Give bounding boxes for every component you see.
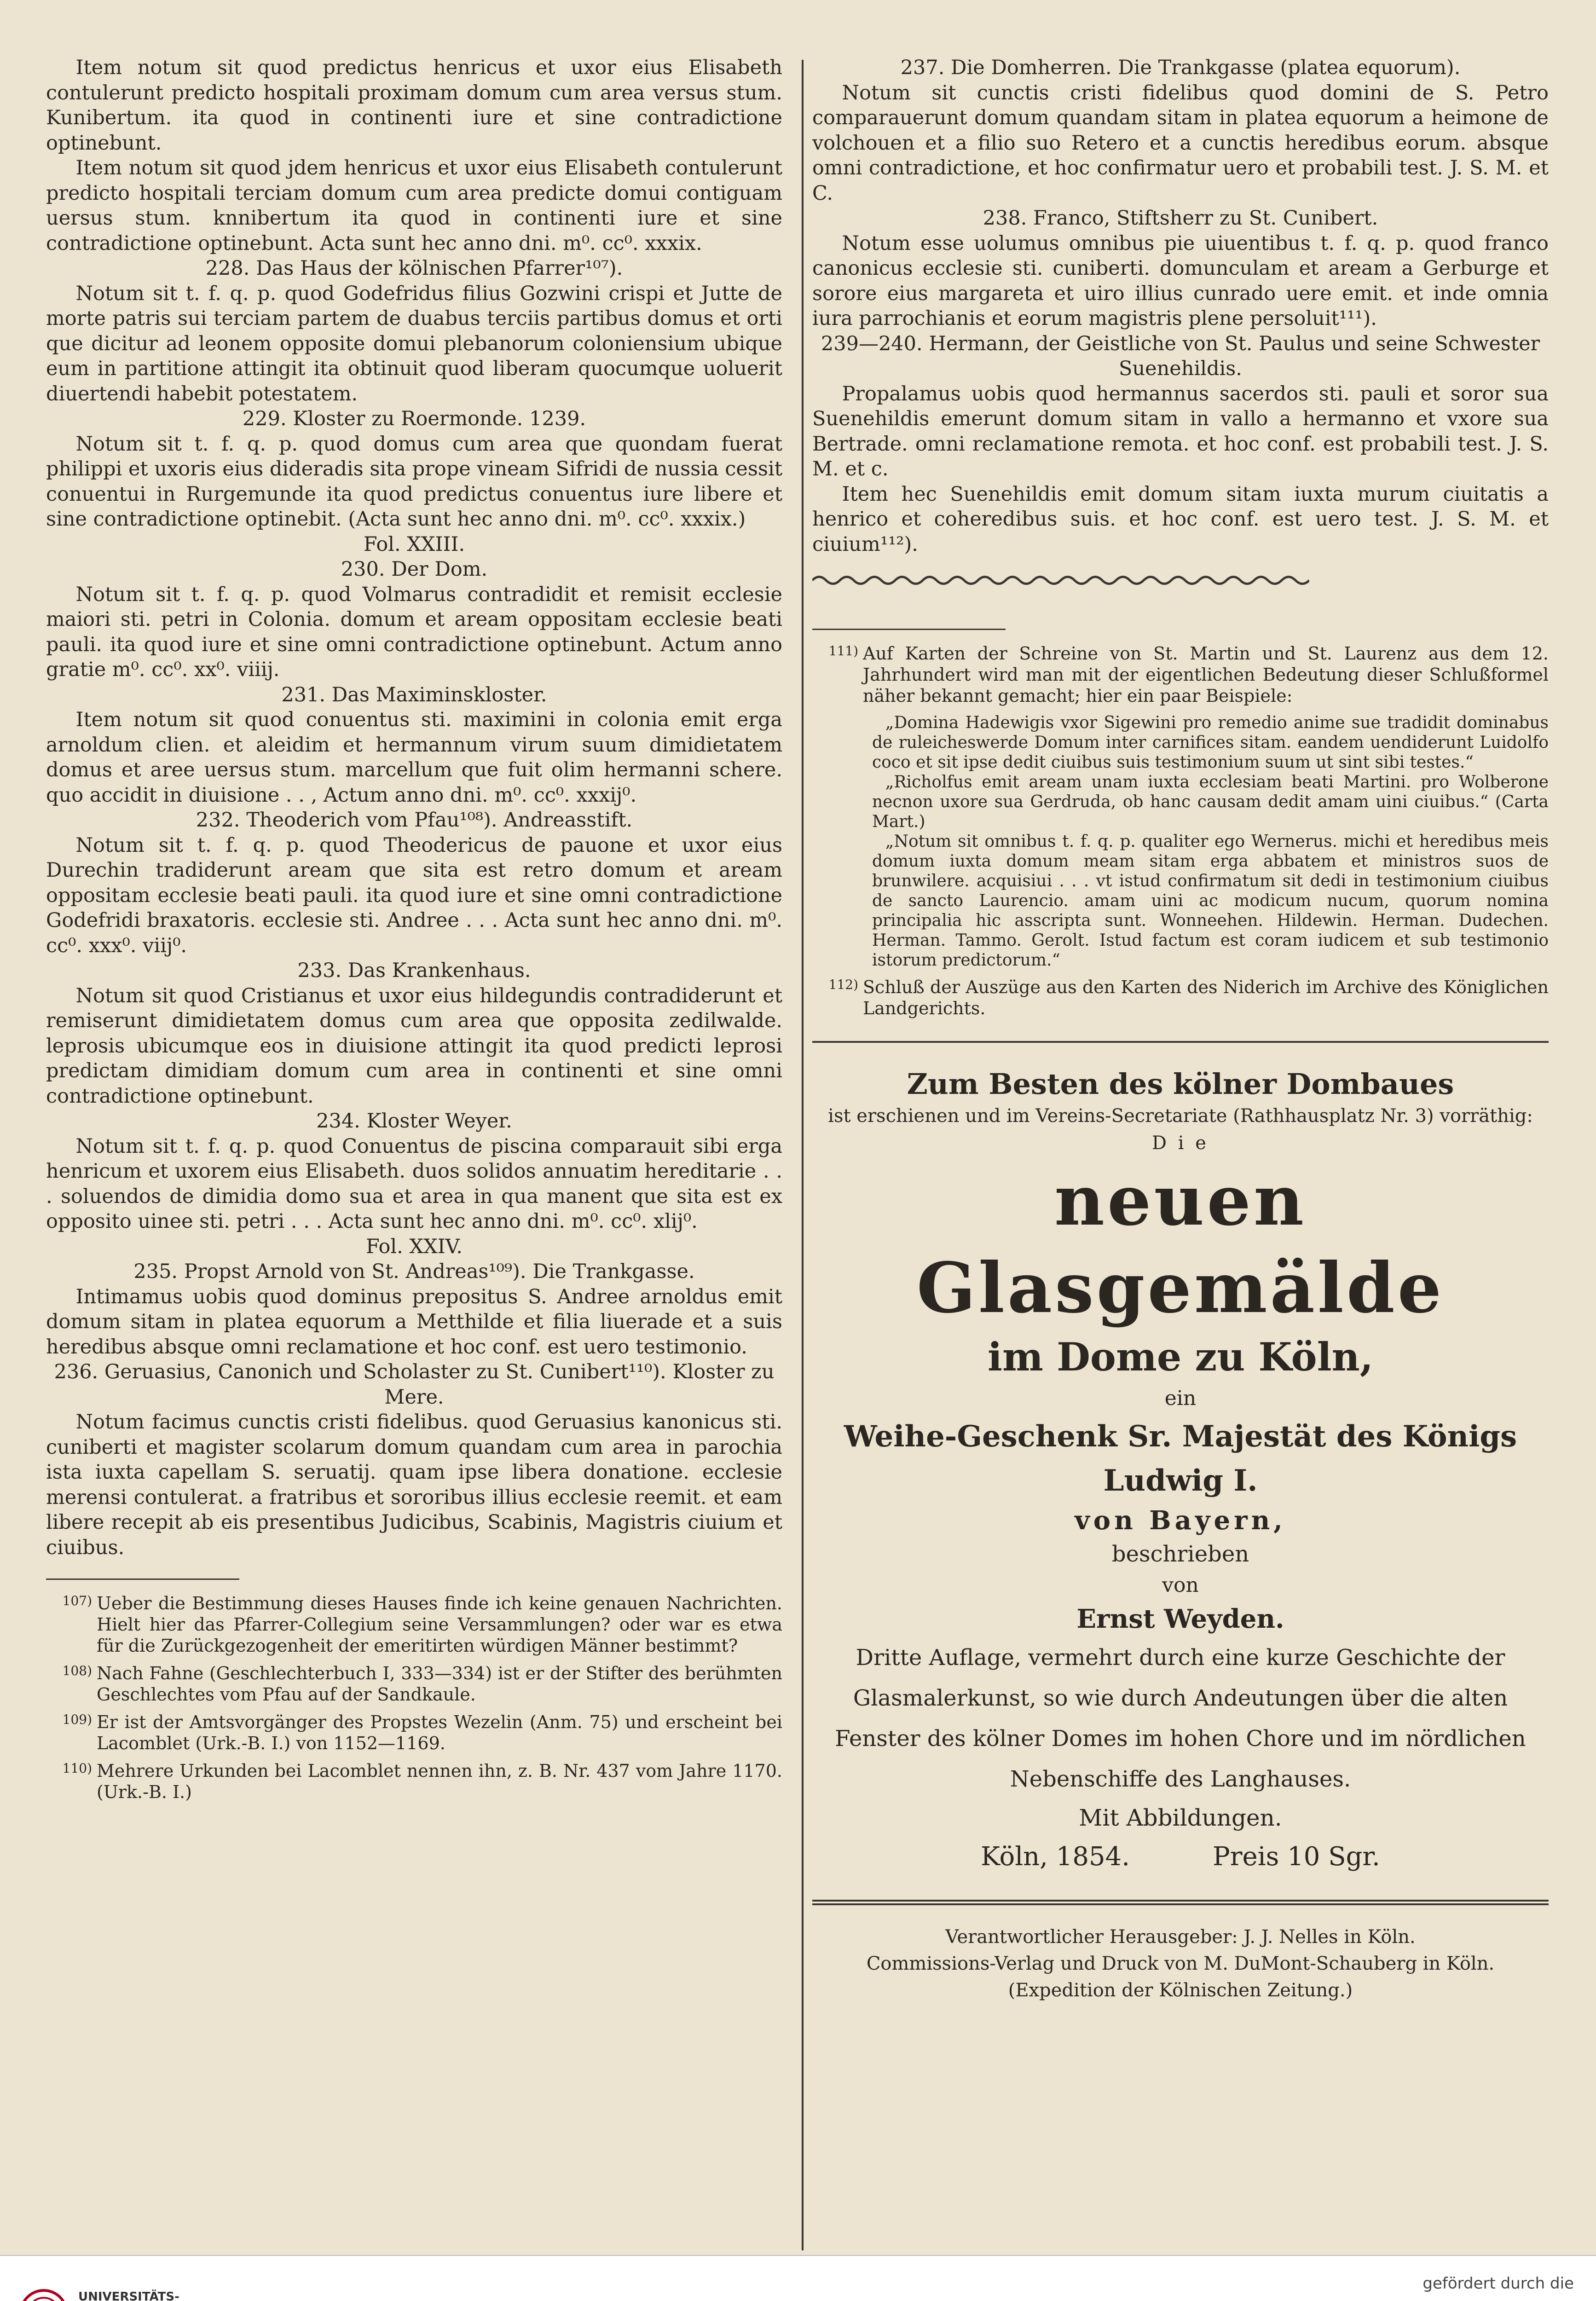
right-column-text [812,55,1549,557]
footnote-number: 109) [62,1712,92,1727]
paragraph: Notum sit quod Cristianus et uxor eius hildegundis contradiderunt et remiserunt dimidietatem domus cum area que opposita zedilwalde. leprosis ubicumque eos in diuisione attingit ita quod predicti leprosi predictam dimidiam domum cum area in continenti et sine omni contradictione optinebunt. [46,984,782,1108]
ad-description: Dritte Auflage, vermehrt durch eine kurze Geschichte der Glasmalerkunst, so wie durch Andeutungen über die alten Fenster des kölner Domes im hohen Chore und im nördlichen Nebenschiffe des Langhauses. [835,1644,1526,1792]
ad-gift-line: Weihe-Geschenk Sr. Majestät des Königs Ludwig I. [844,1419,1517,1498]
footnote-quote-1: „Domina Hadewigis vxor Sigewini pro remedio anime sue tradidit dominabus de ruleicheswerde Domum inter carnifices sitam. eandem uendiderunt Luidolfo coco et sit ipse dedit ciuibus suis testimonium suum ut sint sibi testes.“ [872,713,1549,772]
column-divider [802,60,804,2250]
footnote-number: 111) [828,643,858,659]
footnote-text: Nach Fahne (Geschlechterbuch I, 333—334) ist er der Stifter des berühmten Geschlechtes vom Pfau auf der Sandkaule. [97,1663,782,1705]
section-heading: 229. Kloster zu Roermonde. 1239. [242,407,586,430]
ad-subtitle: im Dome zu Köln, [988,1334,1373,1380]
ad-illustrations: Mit Abbildungen. [1079,1804,1282,1831]
section-heading: Fol. XXIV. [366,1235,463,1258]
paragraph: Notum facimus cunctis cristi fidelibus. quod Geruasius kanonicus sti. cuniberti et magister scolarum domum quandam cum area in parochia ista iuxta capellam S. seruatij. quam ipse libera donatione. ecclesie merensi contulerat. a fratribus et sororibus illius ecclesie reemit. et eam libere recepit ab eis presentibus Judicibus, Scabinis, Magistris ciuium et ciuibus. [46,1411,782,1559]
section-heading: 235. Propst Arnold von St. Andreas¹⁰⁹). Die Trankgasse. [133,1260,695,1283]
footnote-text: Mehrere Urkunden bei Lacomblet nennen ihn, z. B. Nr. 437 vom Jahre 1170. (Urk.-B. I.) [97,1761,782,1802]
ornamental-rule [812,573,1309,587]
paragraph: Item hec Suenehildis emit domum sitam iuxta murum ciuitatis a henrico et coheredibus suis. et hoc conf. est uero test. J. S. M. et ciuium¹¹²). [812,482,1549,556]
imprint-editor: Verantwortlicher Herausgeber: J. J. Nelles in Köln. [945,1926,1416,1948]
footnote-rule [46,1578,239,1580]
paragraph: Notum sit t. f. q. p. quod Conuentus de piscina comparauit sibi erga henricum et uxorem eius Elisabeth. duos solidos annuatim hereditarie . . . soluendos de dimidia domo sua et area in qua manent que sita est ex opposito uinee sti. petri . . . Acta sunt hec anno dni. m⁰. cc⁰. xlij⁰. [46,1134,782,1233]
paragraph: Propalamus uobis quod hermannus sacerdos sti. pauli et soror sua Suenehildis emerunt domum sitam in vallo a hermanno et vxore sua Bertrade. omni reclamatione remota. et hoc conf. est probabili test. J. S. M. et c. [812,382,1549,480]
paragraph: Notum sit cunctis cristi fidelibus quod domini de S. Petro comparauerunt domum quandam sitam in platea equorum a heimone de volchouen et a filio suo Retero et a cunctis heredibus eorum. absque omni contradictione, et hoc confirmatur uero et probabili test. J. S. M. et C. [812,81,1549,205]
ad-intro: ist erschienen und im Vereins-Secretariate (Rathhausplatz Nr. 3) vorräthig: [828,1105,1533,1127]
footnote-text: Schluß der Auszüge aus den Karten des Niderich im Archive des Königlichen Landgerichts. [863,977,1549,1018]
section-heading: 236. Geruasius, Canonich und Scholaster zu St. Cunibert¹¹⁰). Kloster zu Mere. [54,1360,775,1409]
viewer-footer [0,2255,1596,2301]
footnote-text: Ueber die Bestimmung dieses Hauses finde ich keine genauen Nachrichten. Hielt hier das Pfarrer-Collegium seine Versammlungen? oder war es etwa für die Zurückgezogenheit der emeritirten würdigen Männer bestimmt? [97,1593,782,1656]
ad-von: von [1162,1573,1199,1597]
ad-beschrieben: beschrieben [1111,1541,1249,1567]
ad-headline: Zum Besten des kölner Dombaues [907,1067,1454,1101]
imprint-expedition: (Expedition der Kölnischen Zeitung.) [1008,1979,1353,2001]
section-heading: 237. Die Domherren. Die Trankgasse (platea equorum). [900,56,1461,79]
advertisement [812,1066,1549,1878]
university-name-line: UNIVERSITÄTS- [78,2290,179,2301]
footnote-112 [812,977,1549,1019]
footnote-111 [812,643,1549,706]
funded-by-label: gefördert durch die [1423,2274,1574,2293]
section-heading: Fol. XXIII. [363,532,465,556]
university-name [78,2289,179,2301]
footnote [46,1663,782,1705]
paragraph: Notum esse uolumus omnibus pie uiuentibus t. f. q. p. quod franco canonicus ecclesie sti. cuniberti. domunculam et aream a Gerburge et sorore eius margareta et uiro illius cunrado uere emit. et inde omnia iura parrochianis et eorum magistris plene persoluit¹¹¹). [812,231,1549,330]
footnote-number: 112) [828,977,858,992]
section-heading: 228. Das Haus der kölnischen Pfarrer¹⁰⁷). [205,257,623,280]
ad-ein: ein [1164,1386,1197,1410]
ad-footer [812,1836,1549,1878]
footnote [46,1711,782,1754]
paragraph: Item notum sit quod predictus henricus et uxor eius Elisabeth contulerunt predicto hospitali proximam domum cum area versus stum. Kunibertum. ita quod in continenti iure et sine contradictione optinebunt. [46,56,782,155]
footnote-quote-3: „Notum sit omnibus t. f. q. p. qualiter ego Wernerus. michi et heredibus meis domum iuxta domum meam sitam erga abbatem et ministros suos de brunwilere. acquisiui . . . vt istud confirmatum sit dedi in testimonium ciuibus de sancto Laurencio. amam uini ac modicum nucum, quorum nomina principalia hic asscripta sunt. Wonneehen. Hildewin. Herman. Dudechen. Herman. Tammo. Gerolt. Istud factum est coram iudicem et sub testimonio istorum predictorum.“ [872,832,1549,970]
section-heading: 234. Kloster Weyer. [316,1110,512,1133]
right-column [812,55,1549,2004]
ad-price: Preis 10 Sgr. [1213,1841,1380,1872]
footnote-number: 108) [62,1663,92,1678]
paragraph: Notum sit t. f. q. p. quod Godefridus filius Gozwini crispi et Jutte de morte patris sui terciam partem de duabus terciis partibus domus et orti que dicitur ad leonem opposite domui plebanorum coloniensium ubique eum in partitione attingit ita obtinuit quod liberam quocumque uoluerit diuertendi habebit potestatem. [46,282,782,405]
imprint-publisher: Commissions-Verlag und Druck von M. DuMont-Schauberg in Köln. [866,1953,1495,1974]
footnote-rule [812,629,1006,630]
ad-von-bayern: von Bayern, [1075,1505,1286,1536]
imprint [812,1924,1549,2004]
paragraph: Intimamus uobis quod dominus prepositus S. Andree arnoldus emit domum sitam in platea equorum a Metthilde et filia liuerade et a suis heredibus absque omni reclamatione et hoc conf. est uero testimonio. [46,1285,782,1359]
paragraph: Notum sit t. f. q. p. quod Theodericus de pauone et uxor eius Durechin tradiderunt aream que sita est retro domum et aream oppositam ecclesie beati pauli. ita quod iure et sine omni contradictione Godefridi braxatoris. ecclesie sti. Andree . . . Acta sunt hec anno dni. m⁰. cc⁰. xxx⁰. viij⁰. [46,833,782,957]
section-heading: 231. Das Maximinskloster. [281,683,547,706]
paragraph: Item notum sit quod conuentus sti. maximini in colonia emit erga arnoldum clien. et aleidim et hermannum virum suum dimidietatem domus et aree uersus stum. marcellum que fuit olim hermanni schere. quo accidit in diuisione . . , Actum anno dni. m⁰. cc⁰. xxxij⁰. [46,708,782,807]
footnote-text: Er ist der Amtsvorgänger des Propstes Wezelin (Anm. 75) und erscheint bei Lacomblet (Urk.-B. I.) von 1152—1169. [97,1712,782,1753]
footnote-number: 110) [62,1761,92,1776]
section-heading: 239—240. Hermann, der Geistliche von St. Paulus und seine Schwester Suenehildis. [821,332,1540,380]
university-seal-icon [18,2288,69,2301]
footnote-quote-2: „Richolfus emit aream unam iuxta ecclesiam beati Martini. pro Wolberone necnon uxore sua Gerdruda, ob hanc causam dedit amam uini ciuibus.“ (Carta Mart.) [872,772,1549,831]
ad-title: neuen Glasgemälde [916,1160,1445,1329]
footnote-number: 107) [62,1593,92,1608]
footnote [46,1760,782,1803]
left-column [46,55,782,1809]
footnote-text: Auf Karten der Schreine von St. Martin und St. Laurenz aus dem 12. Jahrhundert wird man mit der eigentlichen Bedeutung dieser Schlußformel näher bekannt gemacht; hier ein paar Beispiele: [863,643,1549,706]
section-heading: 238. Franco, Stiftsherr zu St. Cunibert. [983,207,1378,230]
ad-author: Ernst Weyden. [1076,1603,1284,1634]
imprint-rule [812,1900,1549,1905]
paragraph: Notum sit t. f. q. p. quod domus cum area que quondam fuerat philippi et uxoris eius dideradis sita prope vineam Sifridi de nussia cessit conuentui in Rurgemunde ita quod predictus conuentus iure libere et sine contradictione optinebit. (Acta sunt hec anno dni. m⁰. cc⁰. xxxix.) [46,432,782,531]
section-rule [812,1041,1549,1043]
section-heading: 230. Der Dom. [341,558,488,581]
section-heading: 232. Theoderich vom Pfau¹⁰⁸). Andreasstift. [196,809,633,832]
paragraph: Item notum sit quod jdem henricus et uxor eius Elisabeth contulerunt predicto hospitali terciam domum cum area predicte domui contiguam uersus stum. knnibertum ita quod in continenti iure et sine contradictione optinebunt. Acta sunt hec anno dni. m⁰. cc⁰. xxxix. [46,156,782,255]
ad-place-year: Köln, 1854. [981,1841,1130,1872]
ad-die: D i e [1152,1132,1209,1154]
section-heading: 233. Das Krankenhaus. [297,959,531,982]
footnote [46,1593,782,1656]
paragraph: Notum sit t. f. q. p. quod Volmarus contradidit et remisit ecclesie maiori sti. petri in Colonia. domum et aream oppositam ecclesie beati pauli. ita quod iure et sine omni contradictione optinebunt. Actum anno gratie m⁰. cc⁰. xx⁰. viiij. [46,583,782,681]
